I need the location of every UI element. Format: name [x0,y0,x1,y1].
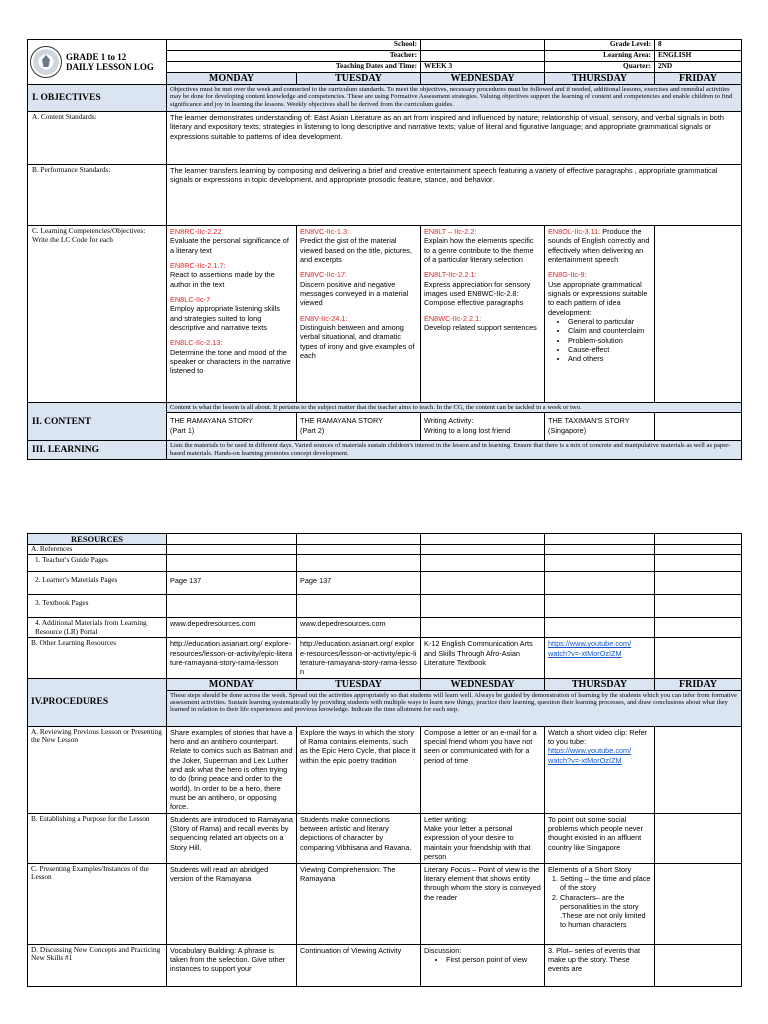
comp-code: EN8G-IIc-9: [548,270,587,280]
comp-text: Predict the gist of the material viewed based on the title, pictures, and excerpts [300,236,412,264]
list-item: • Cause-effect [568,345,651,354]
pov-list [424,955,541,964]
examples-monday: Students will read an abridged version of the Ramayana [167,863,297,944]
reviewing-monday: Share examples of stories that have a hero and an antihero counterpart. Relate to comics such as Batman and the Joker, Superman and Lex Luther and ask what the hero is often trying to do (bring peace and order to the world). In order to be a hero, there must be an antihero, or opposing force. [167,726,297,813]
quarter-value[interactable]: 2ND [655,62,742,73]
grade-label: Grade Level: [545,40,655,51]
textbook-label: 3. Textbook Pages [28,594,167,617]
comp-code: EN8OL-IIc-3.11: [548,227,601,236]
lm-tuesday: Page 137 [297,571,421,594]
discussing-label: D. Discussing New Concepts and Practicing New Skills #1 [28,944,167,986]
list-item: • Problem-solution [568,336,651,345]
comp-text: Develop related support sentences [424,322,537,332]
youtube-link[interactable]: https://www.youtube.com/ watch?v=-xtMorOzIZM [548,746,632,765]
empty-cell [655,594,742,617]
reviewing-tuesday: Explore the ways in which the story of Rama contains elements, such as the Epic Hero Cycle, that place it within the epic poetry tradition [297,726,421,813]
comp-code: EN8V-IIc-24.1: [300,313,348,323]
content-standards-text: The learner demonstrates understanding of: East Asian Literature as an art from inspired and influenced by nature; relationship of visual, sensory, and verbal signals in both literary and expository texts; strategies in listening to long descriptive and narrative texts; value of literal and figurative language; and appropriate grammatical signals or expressions suitable to patterns of idea development. [167,112,742,165]
other-thursday-cell [545,638,655,678]
comp-code: EN8LT-IIc-2.2.1: [424,270,477,280]
lr-portal-label: 4. Additional Materials from Learning Resource (LR) Portal [28,617,167,638]
empty-cell [297,545,421,555]
learning-heading: III. LEARNING [28,441,167,460]
teacher-field[interactable] [421,51,545,62]
comp-code: EN8RC-IIc-2.1.7: [170,260,226,270]
comp-code: EN8LC-IIc-2.13: [170,338,223,348]
empty-cell [421,554,545,571]
empty-cell [655,554,742,571]
comp-text: Determine the tone and mood of the speaker or characters in the narrative listened to [170,347,291,376]
grade-value[interactable]: 8 [655,40,742,51]
list-item: • General to particular [568,317,651,326]
competencies-tuesday [297,226,421,403]
procedures-note: These steps should be done across the week. Spread out the activities appropriately so that students will learn well. Always be guided by demonstration of learning by the students which you can infer from formative assessment activities. Sustain learning systematically by providing students with multiple ways to learn new things, practice their learning, question their learning processes, and draw conclusions about what they learned in relation to their life experiences and previous knowledge. Indicate the time allotment for each step. [167,690,742,726]
quarter-label: Quarter: [545,62,655,73]
examples-thursday [545,863,655,944]
elements-list [548,874,651,930]
discussion-heading: Discussion: [424,945,462,955]
empty-cell [545,617,655,638]
empty-cell [297,554,421,571]
comp-text: Compose effective paragraphs [424,298,524,308]
list-item: 1. Setting – the time and place of the story [560,874,651,893]
content-thursday: THE TAXIMAN'S STORY (Singapore) [545,413,655,441]
deped-seal-icon [30,46,62,78]
empty-cell [167,534,297,545]
competencies-monday [167,226,297,403]
pattern-list [548,317,651,364]
empty-cell [655,534,742,545]
reviewing-thursday [545,726,655,813]
empty-cell [655,617,742,638]
empty-cell [167,594,297,617]
comp-line [548,227,651,264]
competencies-friday [655,226,742,403]
day-friday: FRIDAY [655,73,742,85]
comp-code: EN8VC-IIc-1.3: [300,227,350,236]
purpose-monday: Students are introduced to Ramayana (Story of Rama) and recall events by sequencing related art objects on a Story Hill. [167,813,297,863]
empty-cell [655,813,742,863]
purpose-tuesday: Students make connections between artistic and literary depictions of character by comparing Vibhisana and Ravana. [297,813,421,863]
comp-text: Use appropriate grammatical signals or expressions suitable to each pattern of idea development: [548,279,648,317]
content-wednesday: Writing Activity: Writing to a long lost friend [421,413,545,441]
empty-cell [655,863,742,944]
other-wednesday: K-12 English Communication Arts and Skills Through Afro-Asian Literature Textbook [421,638,545,678]
comp-code: EN8LC-IIc-7 [170,294,211,304]
resources-heading: RESOURCES [28,534,167,545]
day-tuesday: TUESDAY [297,73,421,85]
references-label: A. References [28,545,167,555]
area-label: Learning Area: [545,51,655,62]
dates-label: Teaching Dates and Time: [167,62,421,73]
comp-text: React to assertions made by the author in the text [170,270,275,289]
competencies-label: C. Learning Competencies/Objectives: Write the LC Code for each [28,226,167,403]
content-note: Content is what the lesson is all about. It pertains to the subject matter that the teacher aims to teach. In the CG, the content can be tackled in a week or two. [167,403,742,413]
objectives-heading: I. OBJECTIVES [28,85,167,112]
learners-materials-label: 2. Learner's Materials Pages [28,571,167,594]
comp-code: EN8WC-IIc-2.2.1: [424,313,482,323]
empty-cell [421,534,545,545]
content-monday: THE RAMAYANA STORY (Part 1) [167,413,297,441]
empty-cell [297,594,421,617]
comp-text: Distinguish between and among verbal situational, and dramatic types of irony and give examples of each [300,322,415,360]
purpose-thursday: To point out some social problems which people never thought existed in an affluent country like Singapore [545,813,655,863]
comp-text: Evaluate the personal significance of a literary text [170,236,289,255]
examples-label: C. Presenting Examples/Instances of the Lesson [28,863,167,944]
empty-cell [655,726,742,813]
day-friday: FRIDAY [655,678,742,690]
reviewing-label: A. Reviewing Previous Lesson or Presenting the New Lesson [28,726,167,813]
purpose-wednesday: Letter writing: Make your letter a personal expression of your desire to maintain your friendship with that person [421,813,545,863]
day-monday: MONDAY [167,678,297,690]
day-tuesday: TUESDAY [297,678,421,690]
procedures-heading: IV.PROCEDURES [28,678,167,726]
form-title-line1: GRADE 1 to 12 [66,52,127,62]
list-item: • Claim and counterclaim [568,326,651,335]
empty-cell [655,638,742,678]
empty-cell [545,571,655,594]
comp-code: EN8LT – IIc-2.2: [424,227,477,236]
teacher-label: Teacher: [167,51,421,62]
list-item: • First person point of view [446,955,541,964]
day-thursday: THURSDAY [545,73,655,85]
competencies-wednesday [421,226,545,403]
discussing-wednesday [421,944,545,986]
learning-note: Lists the materials to be used in different days. Varied sources of materials sustain children's interest in the lesson and in learning. Ensure that there is a mix of concrete and manipulative materials as well as paper-based materials. Hands-on learning promotes concept development. [167,441,742,460]
empty-cell [655,944,742,986]
comp-text: Explain how the elements specific to a genre contribute to the theme of a particular literary selection [424,236,534,264]
other-monday[interactable]: http://education.asianart.org/ explore-resources/lesson-or-activity/epic-literature-ramayana-story-rama-lesson [167,638,297,678]
form-title-line2: DAILY LESSON LOG [66,62,154,72]
lesson-log-page-2 [27,533,741,987]
lr-tuesday[interactable]: www.depedresources.com [297,617,421,638]
list-item: • And others [568,354,651,363]
logo-cell [28,40,167,85]
content-tuesday: THE RAMAYANA STORY (Part 2) [297,413,421,441]
comp-text: Discern positive and negative messages conveyed in a material viewed [300,279,409,308]
empty-cell [655,545,742,555]
empty-cell [421,545,545,555]
empty-cell [421,617,545,638]
list-item: 2. Characters– are the personalities in the story .These are not only limited to human characters [560,893,651,930]
lesson-log-table-1 [27,39,742,460]
other-tuesday[interactable]: http://education.asianart.org/ explore-resources/lesson-or-activity/epic-literature-ramayana-story-rama-lesson [297,638,421,678]
other-resources-label: B. Other Learning Resources [28,638,167,678]
day-wednesday: WEDNESDAY [421,73,545,85]
empty-cell [545,554,655,571]
reviewing-wednesday: Compose a letter or an e-mail for a special friend whom you have not seen or communicated with for a period of time [421,726,545,813]
school-label: School: [167,40,421,51]
lm-monday: Page 137 [167,571,297,594]
objectives-note: Objectives must be met over the week and connected to the curriculum standards. To meet the objectives, necessary procedures must be followed and if needed, additional lessons, exercises and remedial activities may be done for developing content knowledge and competencies. These are using Formative Assessment strategies. Valuing objectives support the learning of content and competencies and enable children to find significance and joy in learning the lessons. Weekly objectives shall be derived from the curriculum guides. [167,85,742,112]
day-thursday: THURSDAY [545,678,655,690]
comp-code: EN8RC-IIc-2.22 [170,227,222,236]
empty-cell [297,534,421,545]
comp-text: Express appreciation for sensory images used EN8WC-IIc-2.8: [424,279,531,298]
lesson-log-table-2 [27,533,742,987]
youtube-link[interactable]: https://www.youtube.com/ watch?v=-xtMorOzIZM [548,639,632,658]
discussing-thursday: 3. Plot– series of events that make up the story. These events are [545,944,655,986]
day-wednesday: WEDNESDAY [421,678,545,690]
teachers-guide-label: 1. Teacher's Guide Pages [28,554,167,571]
discussing-monday: Vocabulary Building: A phrase is taken from the selection. Give other instances to support your [167,944,297,986]
content-friday [655,413,742,441]
area-value[interactable]: ENGLISH [655,51,742,62]
content-heading: II. CONTENT [28,403,167,441]
comp-code: EN8VC-IIc-17: [300,270,348,280]
short-story-heading: Elements of a Short Story [548,864,632,874]
empty-cell [421,571,545,594]
examples-wednesday: Literary Focus – Point of view is the literary element that shows entity through whom the story is conveyed the reader [421,863,545,944]
empty-cell [167,545,297,555]
lesson-log-page-1 [27,39,741,460]
empty-cell [421,594,545,617]
dates-field[interactable]: WEEK 3 [421,62,545,73]
examples-tuesday: Viewing Comprehension: The Ramayana [297,863,421,944]
comp-text: Produce the sounds of English correctly and effectively when delivering an entertainment speech [548,227,650,264]
empty-cell [167,554,297,571]
reviewing-thursday-intro: Watch a short video clip: Refer to you tube: [548,727,648,746]
purpose-label: B. Establishing a Purpose for the Lesson [28,813,167,863]
lr-monday[interactable]: www.depedresources.com [167,617,297,638]
comp-text: Employ appropriate listening skills and strategies suited to long descriptive and narrative texts [170,304,280,332]
discussing-tuesday: Continuation of Viewing Activity [297,944,421,986]
empty-cell [545,594,655,617]
performance-standards-text: The learner transfers learning by composing and delivering a brief and creative entertainment speech featuring a variety of effective paragraphs , appropriate grammatical signals or expressions in topic development, and appropriate prosodic feature, stance, and behavior. [167,165,742,226]
performance-standards-label: B. Performance Standards: [28,165,167,226]
empty-cell [545,545,655,555]
empty-cell [655,571,742,594]
school-field[interactable] [421,40,545,51]
day-monday: MONDAY [167,73,297,85]
competencies-thursday [545,226,655,403]
empty-cell [545,534,655,545]
content-standards-label: A. Content Standards: [28,112,167,165]
